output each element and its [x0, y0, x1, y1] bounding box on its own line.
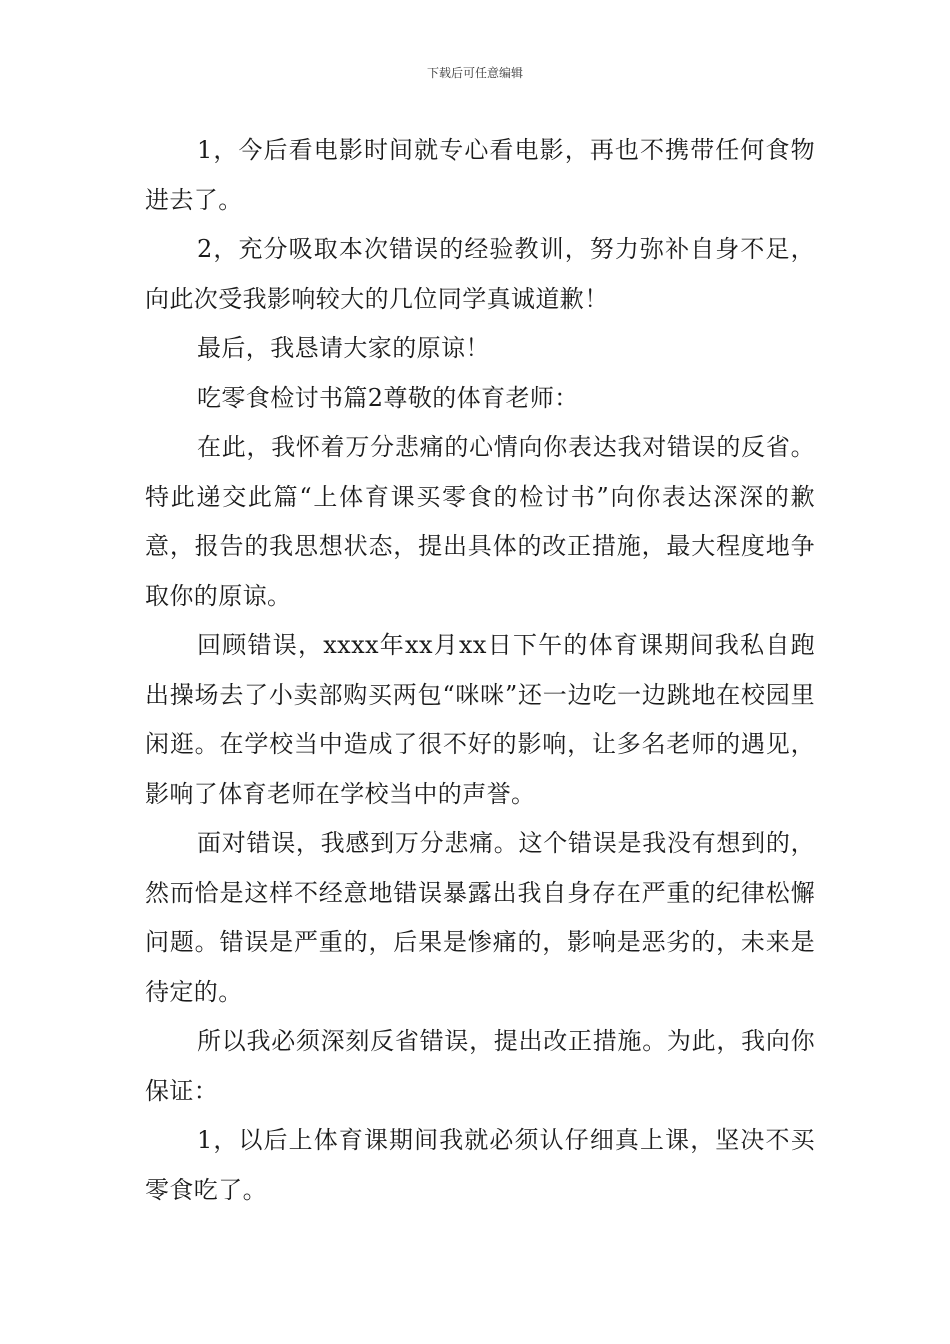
paragraph-7: 面对错误，我感到万分悲痛。这个错误是我没有想到的，然而恰是这样不经意地错误暴露出我自身存在严重的纪律松懈问题。错误是严重的，后果是惨痛的，影响是恶劣的，未来是待定的。 — [145, 829, 815, 1006]
paragraph-2: 2，充分吸取本次错误的经验教训，努力弥补自身不足，向此次受我影响较大的几位同学真诚道歉！ — [145, 235, 815, 313]
paragraph-5: 在此，我怀着万分悲痛的心情向你表达我对错误的反省。特此递交此篇“上体育课买零食的检讨书”向你表达深深的歉意，报告的我思想状态，提出具体的改正措施，最大程度地争取你的原谅。 — [145, 433, 815, 610]
paragraph-4: 吃零食检讨书篇2尊敬的体育老师： — [197, 383, 579, 412]
paragraph-8: 所以我必须深刻反省错误，提出改正措施。为此，我向你保证： — [145, 1027, 815, 1105]
paragraph-1: 1，今后看电影时间就专心看电影，再也不携带任何食物进去了。 — [145, 136, 815, 214]
document-body — [145, 126, 815, 1215]
paragraph-6: 回顾错误，xxxx年xx月xx日下午的体育课期间我私自跑出操场去了小卖部购买两包“咪咪”还一边吃一边跳地在校园里闲逛。在学校当中造成了很不好的影响，让多名老师的遇见，影响了体育老师在学校当中的声誉。 — [145, 631, 815, 808]
paragraph-3: 最后，我恳请大家的原谅！ — [197, 334, 490, 362]
paragraph-9: 1，以后上体育课期间我就必须认仔细真上课，坚决不买零食吃了。 — [145, 1126, 815, 1204]
page-header: 下载后可任意编辑 — [426, 66, 523, 80]
